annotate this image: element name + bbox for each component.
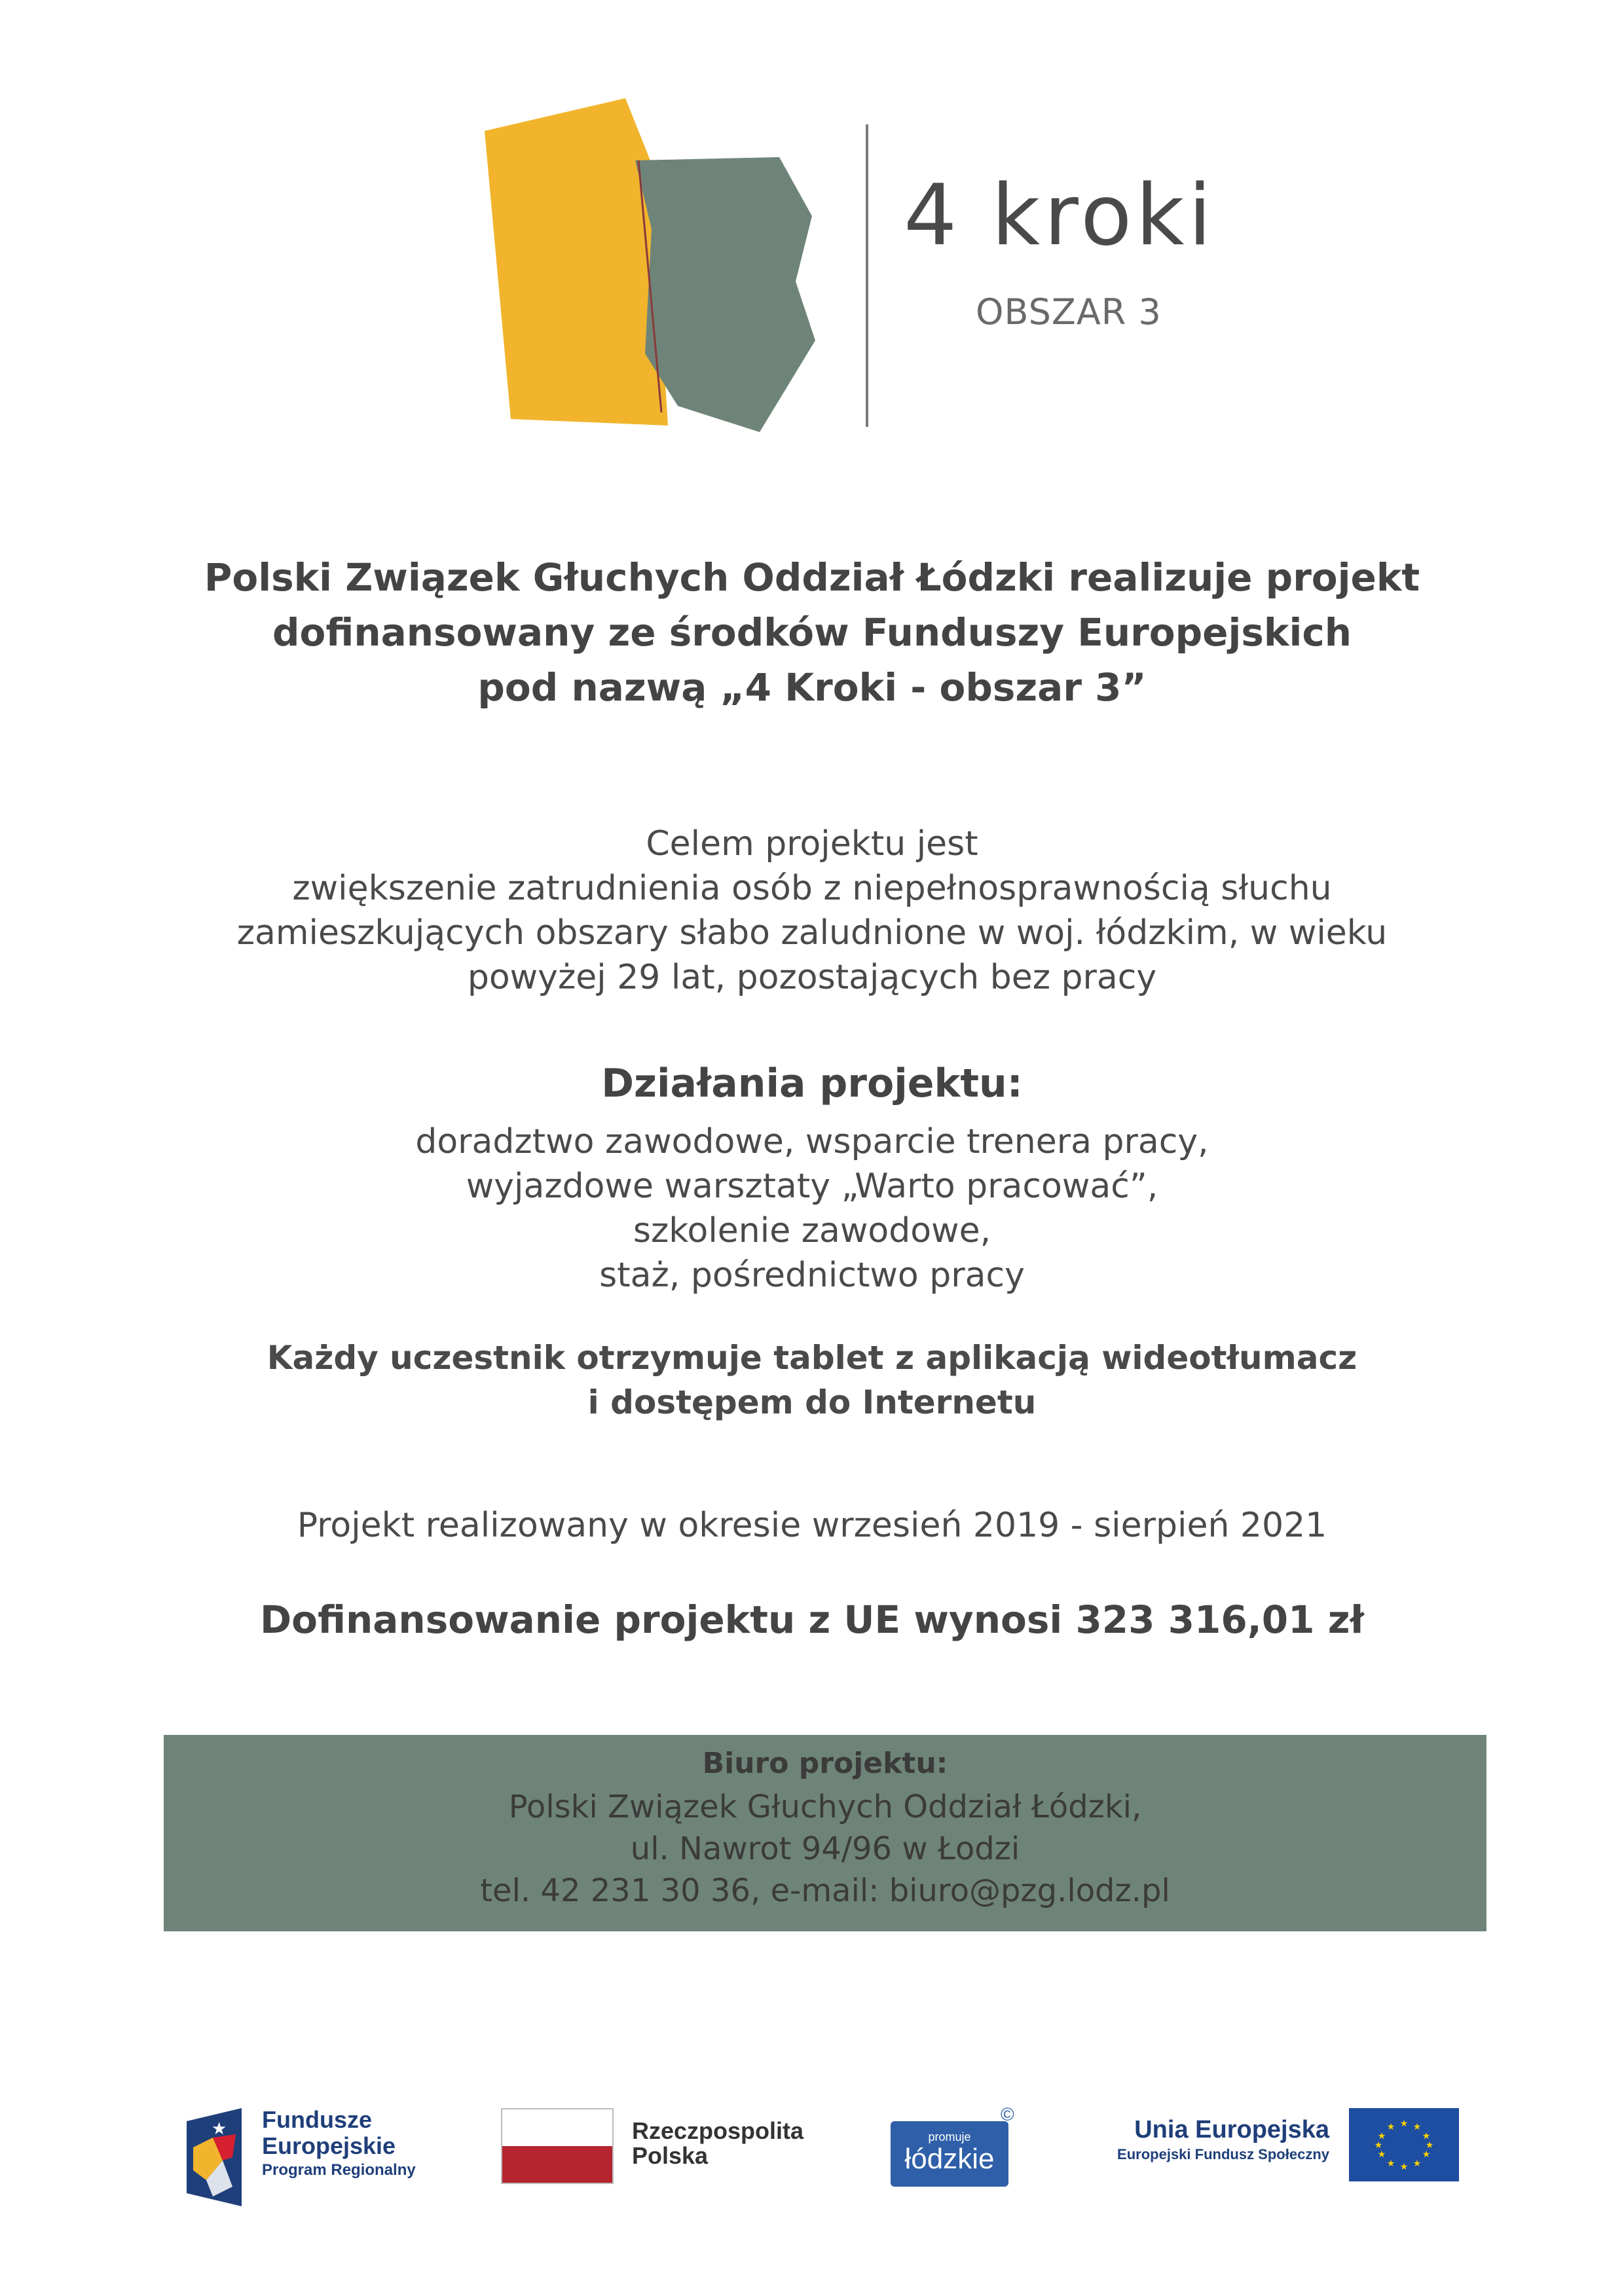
headline-line: dofinansowany ze środków Funduszy Europejskich bbox=[272, 610, 1352, 655]
svg-text:★: ★ bbox=[212, 2119, 227, 2139]
four-steps-logo-graphic bbox=[471, 85, 825, 439]
pl-line: Polska bbox=[632, 2142, 709, 2169]
office-details bbox=[164, 1786, 1486, 1912]
action-item: staż, pośrednictwo pracy bbox=[599, 1256, 1025, 1295]
logo-yellow-shape bbox=[485, 98, 668, 426]
fe-line: Europejskie bbox=[262, 2132, 396, 2159]
fundusze-europejskie-icon bbox=[187, 2108, 242, 2206]
goal-line: zwiększenie zatrudnienia osób z niepełnosprawnością słuchu bbox=[292, 869, 1332, 908]
copyright-mark-icon: © bbox=[1001, 2104, 1014, 2124]
office-contact-line: tel. 42 231 30 36, e-mail: biuro@pzg.lodz.pl bbox=[480, 1872, 1170, 1909]
flag-red-stripe bbox=[502, 2146, 612, 2183]
svg-text:★: ★ bbox=[1377, 2149, 1386, 2160]
lodzkie-small-label: promuje bbox=[928, 2130, 971, 2143]
svg-text:★: ★ bbox=[1399, 2119, 1409, 2129]
fe-line: Fundusze bbox=[262, 2106, 372, 2133]
actions-list bbox=[0, 1120, 1624, 1298]
project-goal bbox=[0, 822, 1624, 1000]
project-period: Projekt realizowany w okresie wrzesień 2019 - sierpień 2021 bbox=[297, 1506, 1327, 1545]
action-item: wyjazdowe warsztaty „Warto pracować”, bbox=[466, 1167, 1158, 1206]
flag-white-stripe bbox=[502, 2109, 612, 2146]
lodzkie-label: łódzkie bbox=[904, 2143, 995, 2175]
eu-fund-label: Europejski Fundusz Społeczny bbox=[1117, 2146, 1329, 2162]
svg-text:★: ★ bbox=[1377, 2131, 1386, 2141]
svg-text:★: ★ bbox=[1399, 2162, 1409, 2172]
svg-text:★: ★ bbox=[1386, 2159, 1395, 2169]
headline-line: pod nazwą „4 Kroki - obszar 3” bbox=[477, 665, 1147, 710]
svg-text:★: ★ bbox=[1412, 2159, 1422, 2169]
action-item: doradztwo zawodowe, wsparcie trenera pracy, bbox=[415, 1122, 1209, 1161]
svg-text:★: ★ bbox=[1422, 2131, 1431, 2141]
lodzkie-logo bbox=[891, 2121, 1008, 2187]
logo-subtitle: OBSZAR 3 bbox=[976, 291, 1162, 333]
tablet-note bbox=[0, 1336, 1624, 1425]
project-office-box bbox=[164, 1735, 1486, 1931]
headline bbox=[0, 550, 1624, 715]
svg-text:★: ★ bbox=[1386, 2122, 1395, 2132]
svg-text:★: ★ bbox=[1422, 2149, 1431, 2160]
svg-text:★: ★ bbox=[1374, 2140, 1383, 2151]
eu-flag-icon bbox=[1349, 2108, 1459, 2181]
fundusze-europejskie-text bbox=[262, 2107, 416, 2181]
logo-divider bbox=[866, 124, 868, 427]
logo-title: 4 kroki bbox=[904, 167, 1216, 264]
funding-amount: Dofinansowanie projektu z UE wynosi 323 316,01 zł bbox=[260, 1597, 1364, 1642]
office-line: Polski Związek Głuchych Oddział Łódzki, bbox=[508, 1789, 1142, 1825]
poland-flag-icon bbox=[501, 2108, 614, 2184]
tablet-note-line: Każdy uczestnik otrzymuje tablet z aplikacją wideotłumacz bbox=[267, 1339, 1357, 1377]
funding-logos-bar bbox=[0, 2088, 1624, 2206]
pl-line: Rzeczpospolita bbox=[632, 2117, 804, 2144]
headline-line: Polski Związek Głuchych Oddział Łódzki realizuje projekt bbox=[204, 555, 1420, 600]
actions-title: Działania projektu: bbox=[601, 1061, 1023, 1106]
goal-line: powyżej 29 lat, pozostających bez pracy bbox=[467, 958, 1157, 997]
unia-europejska-text bbox=[1080, 2115, 1329, 2164]
svg-text:★: ★ bbox=[1425, 2140, 1434, 2151]
eu-line: Unia Europejska bbox=[1134, 2116, 1329, 2143]
office-title: Biuro projektu: bbox=[702, 1747, 948, 1780]
rzeczpospolita-polska-text bbox=[632, 2119, 803, 2168]
goal-line: Celem projektu jest bbox=[646, 824, 978, 864]
fe-program-label: Program Regionalny bbox=[262, 2161, 416, 2179]
office-line: ul. Nawrot 94/96 w Łodzi bbox=[630, 1831, 1020, 1867]
tablet-note-line: i dostępem do Internetu bbox=[587, 1383, 1037, 1421]
svg-text:★: ★ bbox=[1412, 2122, 1422, 2132]
goal-line: zamieszkujących obszary słabo zaludnione w woj. łódzkim, w wieku bbox=[236, 913, 1388, 953]
action-item: szkolenie zawodowe, bbox=[633, 1211, 991, 1250]
